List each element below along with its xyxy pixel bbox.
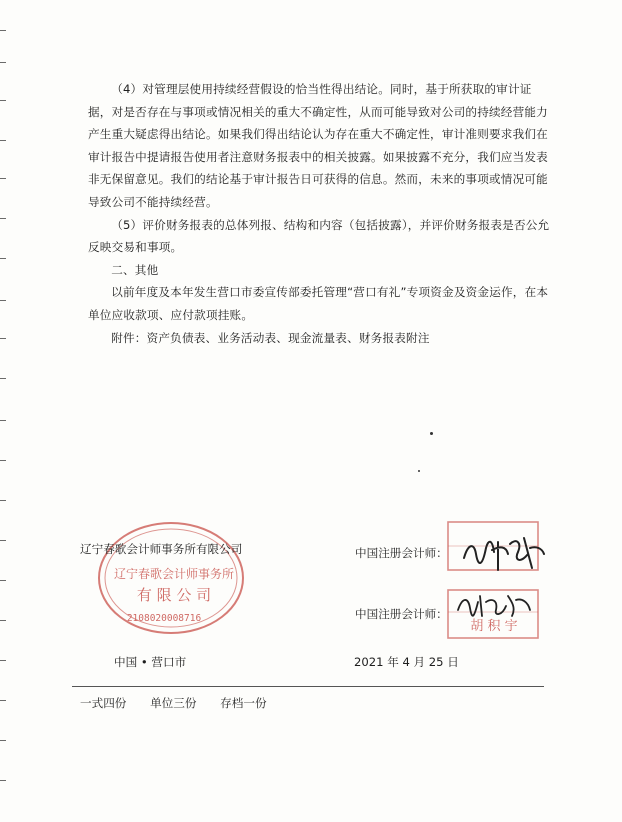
margin-mark	[0, 178, 6, 179]
footer-divider	[72, 686, 544, 687]
margin-mark	[0, 338, 6, 339]
scan-speck	[418, 470, 420, 472]
section-heading-other: 二、其他	[111, 262, 159, 277]
margin-mark	[0, 140, 6, 141]
paragraph-attachments: 附件：资产负债表、业务活动表、现金流量表、财务报表附注	[111, 330, 430, 345]
paragraph-going-concern: （4）对管理层使用持续经营假设的恰当性得出结论。同时，基于所获取的审计证据，对是否存在与事项或情况相关的重大不确定性，从而可能导致对公司的持续经营能力产生重大疑虑得出结论。如果我们得出结论认为存在重大不确定性，审计准则要求我们在审计报告中提请报告使用者注意财务报表中的相关披露。如果披露不充分，我们应当发表非无保留意见。我们的结论基于审计报告日可获得的信息。然而，未来的事项或情况可能导致公司不能持续经营。	[88, 82, 548, 209]
copies-note	[80, 695, 287, 711]
firm-seal-inner-text: 辽宁春歌会计师事务所	[113, 567, 235, 581]
margin-mark	[0, 740, 6, 741]
margin-mark	[0, 378, 6, 379]
margin-mark	[0, 218, 6, 219]
paragraph-other-matters: 以前年度及本年发生营口市委宣传部委托管理“营口有礼”专项资金及资金运作，在本单位应收款项、应付款项挂账。	[88, 285, 549, 322]
report-body	[88, 78, 554, 349]
audit-firm-name: 辽宁春歌会计师事务所有限公司	[80, 542, 243, 556]
margin-mark	[0, 460, 6, 461]
report-location: 中国 • 营口市	[114, 655, 187, 669]
firm-seal-bottom-text: 有 限 公 司	[136, 586, 212, 604]
margin-mark	[0, 100, 6, 101]
cpa-signature-1	[458, 524, 550, 580]
copies-archive: 存档一份	[220, 696, 267, 710]
cpa-seal-2-name: 胡 积 宇	[470, 619, 518, 634]
copies-total: 一式四份	[80, 696, 127, 710]
margin-mark	[0, 30, 6, 31]
margin-mark	[0, 258, 6, 259]
margin-mark	[0, 420, 6, 421]
margin-mark	[0, 700, 6, 701]
cpa-label-2: 中国注册会计师：	[355, 607, 448, 621]
margin-mark	[0, 540, 6, 541]
margin-mark	[0, 780, 6, 781]
cpa-label-1: 中国注册会计师：	[355, 546, 448, 560]
margin-mark	[0, 62, 6, 63]
paragraph-presentation: （5）评价财务报表的总体列报、结构和内容（包括披露），并评价财务报表是否公允反映交易和事项。	[88, 217, 550, 255]
firm-seal-stamp	[96, 520, 246, 638]
margin-mark	[0, 500, 6, 501]
margin-mark	[0, 660, 6, 661]
scan-speck	[430, 432, 433, 435]
margin-mark	[0, 580, 6, 581]
report-date: 2021 年 4 月 25 日	[354, 655, 459, 669]
margin-mark	[0, 620, 6, 621]
margin-mark	[0, 300, 6, 301]
cpa-signature-2	[452, 588, 536, 622]
firm-seal-number: 2108020008716	[126, 613, 202, 624]
copies-unit: 单位三份	[150, 696, 197, 710]
